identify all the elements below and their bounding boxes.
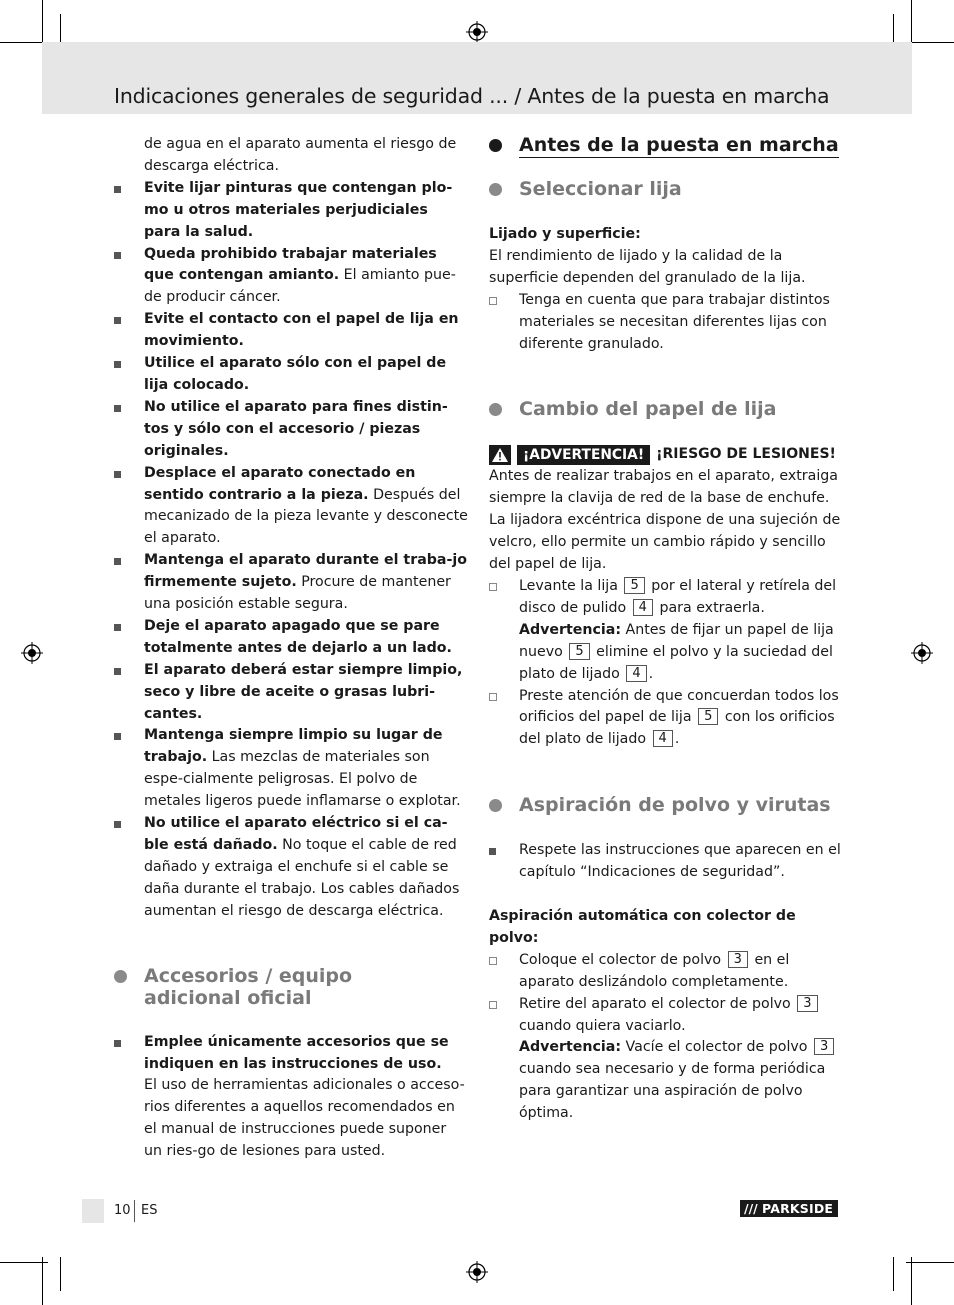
hollow-square-bullet-icon: [489, 297, 497, 305]
list-item: [114, 244, 468, 310]
change-heading: [489, 398, 841, 420]
list-item: [489, 686, 841, 752]
item-text: con los orificios del plato de lijado: [519, 709, 835, 748]
list-item: [489, 950, 841, 994]
list-item: [114, 309, 468, 353]
square-bullet-icon: [114, 821, 121, 828]
item-text: cuando quiera vaciarlo.: [519, 1017, 686, 1034]
registration-mark-icon: [911, 642, 933, 664]
crop-mark: [42, 1257, 43, 1305]
square-bullet-icon: [114, 317, 121, 324]
bullet-bold: Evite el contacto con el papel de lija en movimiento.: [144, 311, 459, 350]
square-bullet-icon: [114, 361, 121, 368]
square-bullet-icon: [114, 405, 121, 412]
part-reference: 3: [797, 995, 817, 1012]
part-reference: 5: [698, 708, 718, 725]
item-text: cuando sea necesario y de forma periódica para garantizar una aspiración de polvo óptima.: [519, 1061, 826, 1122]
list-item: [114, 813, 468, 923]
main-heading-text: Antes de la puesta en marcha: [519, 134, 839, 156]
left-column: [114, 134, 468, 1163]
part-reference: 4: [633, 599, 653, 616]
item-text: Tenga en cuenta que para trabajar distintos materiales se necesitan diferentes lijas con diferente granulado.: [519, 291, 830, 352]
list-item: [114, 178, 468, 244]
bullet-bold: Emplee únicamente accesorios que se indiquen en las instrucciones de uso.: [144, 1033, 449, 1072]
list-item: [114, 660, 468, 726]
item-text: .: [674, 731, 680, 748]
square-bullet-icon: [114, 252, 121, 259]
part-reference: 3: [814, 1038, 834, 1055]
crop-mark: [906, 1262, 954, 1263]
part-reference: 4: [626, 665, 646, 682]
part-reference: 5: [624, 577, 644, 594]
bullet-bold: No utilice el aparato para fines distin-tos y sólo con el accesorio / piezas originales.: [144, 398, 448, 459]
bullet-text: Después del mecanizado de la pieza levante y desconecte el aparato.: [144, 486, 468, 547]
part-reference: 3: [728, 951, 748, 968]
square-bullet-icon: [114, 624, 121, 631]
select-heading: [489, 178, 841, 200]
bullet-text: El amianto pue-de producir cáncer.: [144, 267, 456, 306]
change-heading-text: Cambio del papel de lija: [519, 398, 777, 421]
warning-line: [489, 444, 841, 466]
hollow-square-bullet-icon: [489, 583, 497, 591]
section-dot-icon: [489, 139, 502, 152]
item-text: Levante la lija: [519, 577, 618, 594]
item-text: Coloque el colector de polvo: [519, 951, 722, 968]
list-item: [114, 616, 468, 660]
crop-mark: [911, 0, 912, 48]
square-bullet-icon: [114, 186, 121, 193]
subheading: Aspiración automática con colector de polvo:: [489, 908, 796, 946]
item-text: Vacíe el colector de polvo: [621, 1039, 808, 1056]
list-item: [489, 840, 841, 884]
list-item: [114, 353, 468, 397]
hollow-square-bullet-icon: [489, 957, 497, 965]
dust-heading-text: Aspiración de polvo y virutas: [519, 794, 831, 817]
section-dot-icon: [489, 403, 502, 416]
warning-label: ¡ADVERTENCIA!: [517, 445, 650, 465]
logo-name: PARKSIDE: [762, 1201, 834, 1216]
item-text: en el aparato deslizándolo completamente.: [519, 951, 790, 990]
footer-divider: [134, 1200, 135, 1222]
section-dot-icon: [489, 183, 502, 196]
item-text: Preste atención de que concuerdan todos los orificios del papel de lija: [519, 687, 839, 726]
list-item: [114, 1032, 468, 1163]
intro-continuation: de agua en el aparato aumenta el riesgo de descarga eléctrica.: [144, 136, 457, 174]
logo-slashes: ///: [744, 1201, 758, 1216]
parkside-logo: [740, 1200, 838, 1217]
footer-tab: [82, 1199, 104, 1223]
crop-mark: [893, 1257, 894, 1291]
accessories-heading: [114, 965, 468, 1009]
item-text: para extraerla.: [659, 599, 765, 616]
list-item: [489, 994, 841, 1125]
warning-triangle-icon: [489, 445, 511, 465]
part-reference: 4: [653, 730, 673, 747]
square-bullet-icon: [114, 1040, 121, 1047]
item-text: .: [648, 665, 654, 682]
bullet-text: El uso de herramientas adicionales o acceso-rios diferentes a aquellos recomendados en el manual de instrucciones puede suponer un ries-go de lesiones para usted.: [144, 1077, 465, 1160]
list-item: [114, 397, 468, 463]
crop-mark: [0, 1262, 48, 1263]
bullet-bold: Utilice el aparato sólo con el papel de lija colocado.: [144, 355, 447, 393]
select-heading-text: Seleccionar lija: [519, 178, 682, 200]
registration-mark-icon: [21, 642, 43, 664]
section-dot-icon: [114, 970, 127, 983]
item-text: Antes de fijar un papel de lija nuevo: [519, 621, 834, 660]
item-text: por el lateral y retírela del disco de pulido: [519, 577, 837, 616]
bullet-bold: Evite lijar pinturas que contengan plo-mo u otros materiales perjudiciales para la salud.: [144, 179, 453, 240]
main-heading: [489, 134, 841, 156]
bullet-text: Procure de mantener una posición estable segura.: [144, 574, 451, 613]
bullet-bold: Deje el aparato apagado que se pare totalmente antes de dejarlo a un lado.: [144, 617, 452, 656]
bullet-bold: No utilice el aparato eléctrico si el ca-ble está dañado.: [144, 815, 448, 853]
bullet-text: Las mezclas de materiales son espe-cialmente peligrosas. El polvo de metales ligeros puede inflamarse o explotar.: [144, 749, 461, 810]
crop-mark: [0, 42, 48, 43]
paragraph: El rendimiento de lijado y la calidad de la superficie dependen del granulado de la lija.: [489, 247, 806, 286]
square-bullet-icon: [114, 471, 121, 478]
dust-heading: [489, 794, 841, 816]
paragraph: La lijadora excéntrica dispone de una sujeción de velcro, ello permite un cambio rápido y sencillo del papel de lija.: [489, 512, 841, 573]
square-bullet-icon: [114, 733, 121, 740]
bullet-bold: Mantenga el aparato durante el traba-jo firmemente sujeto.: [144, 552, 468, 591]
paragraph: Antes de realizar trabajos en el aparato, extraiga siempre la clavija de red de la base de enchufe.: [489, 468, 838, 507]
crop-mark: [42, 0, 43, 48]
page-number: 10: [114, 1203, 131, 1218]
hollow-square-bullet-icon: [489, 693, 497, 701]
registration-mark-icon: [466, 1261, 488, 1283]
section-dot-icon: [489, 799, 502, 812]
item-text: Respete las instrucciones que aparecen en el capítulo “Indicaciones de seguridad”.: [519, 842, 841, 881]
accessories-heading-line1: Accesorios / equipo: [144, 964, 353, 987]
registration-mark-icon: [466, 21, 488, 43]
hollow-square-bullet-icon: [489, 1001, 497, 1009]
list-item: [489, 290, 841, 356]
list-item: [114, 463, 468, 551]
bullet-bold: Desplace el aparato conectado en sentido contrario a la pieza.: [144, 464, 416, 503]
square-bullet-icon: [489, 848, 496, 855]
bullet-text: No toque el cable de red dañado y extraiga el enchufe si el cable se daña durante el trabajo. Los cables dañados aumentan el riesgo de descarga eléctrica.: [144, 837, 460, 919]
item-text: elimine el polvo y la suciedad del plato de lijado: [519, 643, 833, 682]
list-item: [114, 550, 468, 616]
crop-mark: [906, 42, 954, 43]
page-title: Indicaciones generales de seguridad ... / Antes de la puesta en marcha: [114, 84, 830, 108]
part-reference: 5: [569, 643, 589, 660]
crop-mark: [60, 1257, 61, 1291]
language-code: ES: [141, 1203, 158, 1218]
warning-risk: ¡RIESGO DE LESIONES!: [656, 446, 836, 463]
bullet-bold: El aparato deberá estar siempre limpio, seco y libre de aceite o grasas lubri-cantes.: [144, 661, 463, 722]
item-text: Retire del aparato el colector de polvo: [519, 995, 791, 1012]
list-item: [114, 725, 468, 813]
subheading: Lijado y superficie:: [489, 226, 641, 242]
bullet-bold: Queda prohibido trabajar materiales que contengan amianto.: [144, 245, 437, 284]
advertencia-label: Advertencia:: [519, 621, 622, 638]
square-bullet-icon: [114, 558, 121, 565]
accessories-heading-line2: adicional oficial: [144, 986, 312, 1009]
square-bullet-icon: [114, 668, 121, 675]
right-column: [489, 134, 841, 1125]
crop-mark: [911, 1257, 912, 1305]
list-item: [489, 576, 841, 686]
bullet-bold: Mantenga siempre limpio su lugar de trabajo.: [144, 727, 443, 766]
advertencia-label: Advertencia:: [519, 1039, 622, 1056]
